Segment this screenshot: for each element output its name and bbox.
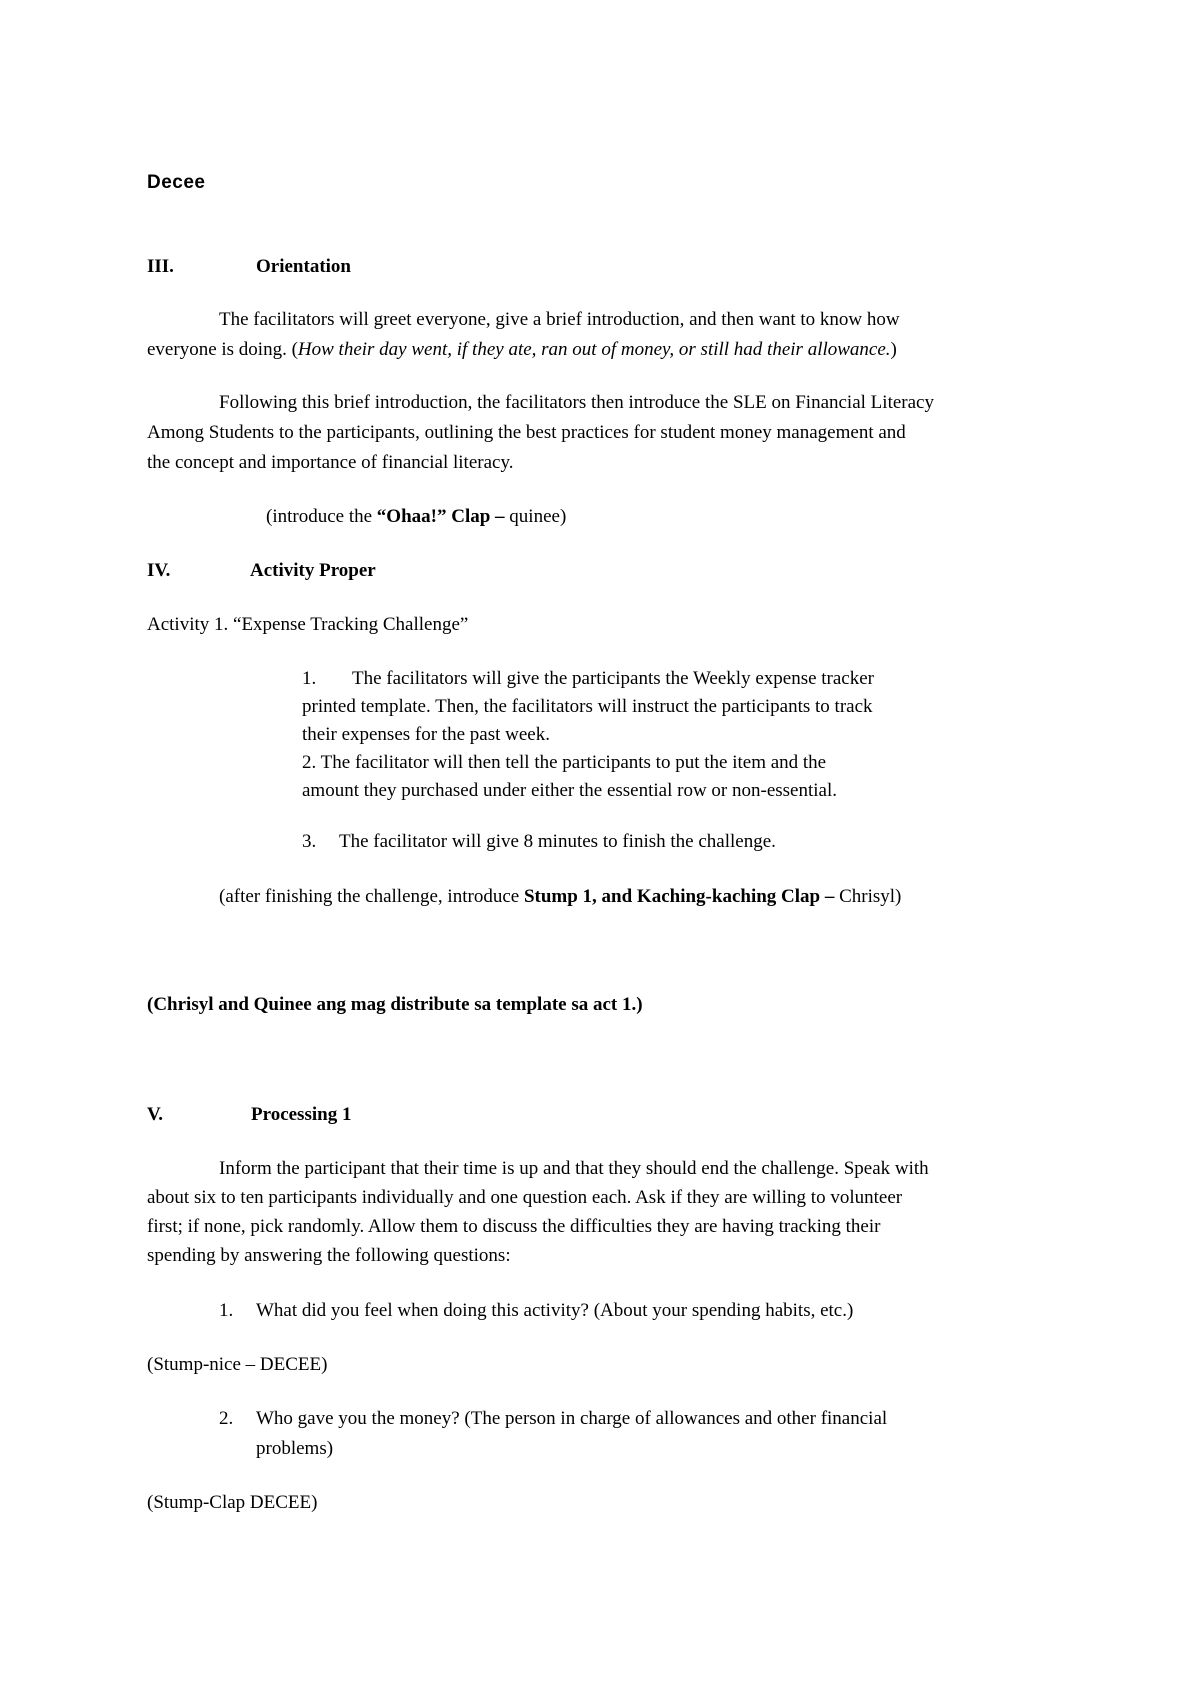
- section-3-numeral: III.: [147, 256, 174, 277]
- step-3-text: The facilitator will give 8 minutes to finish the challenge.: [339, 831, 776, 852]
- step-3-number: 3.: [302, 831, 317, 852]
- processing-para-line1: Inform the participant that their time is up and that they should end the challenge. Speak with: [219, 1158, 929, 1179]
- clap-note-prefix: (introduce the: [266, 506, 377, 527]
- after-note-suffix: Chrisyl): [834, 886, 902, 907]
- section-5-numeral: V.: [147, 1104, 164, 1125]
- question-2-line1: [219, 1404, 887, 1434]
- orientation-para2-line2: Among Students to the participants, outlining the best practices for student money management and: [147, 422, 906, 443]
- section-3-title: Orientation: [256, 256, 351, 277]
- step-1-number: 1.: [302, 668, 317, 689]
- distribute-note: (Chrisyl and Quinee ang mag distribute sa template sa act 1.): [147, 994, 643, 1015]
- activity-1-title: Activity 1. “Expense Tracking Challenge”: [147, 614, 469, 635]
- activity-step-1-line1: [302, 664, 874, 694]
- section-4-title: Activity Proper: [250, 560, 376, 581]
- section-4-numeral: IV.: [147, 560, 171, 581]
- after-note-prefix: (after finishing the challenge, introduce: [219, 886, 524, 907]
- processing-para-line3: first; if none, pick randomly. Allow them to discuss the difficulties they are having tracking their: [147, 1216, 881, 1237]
- question-1: [219, 1296, 853, 1326]
- question-1-text: What did you feel when doing this activity? (About your spending habits, etc.): [256, 1300, 854, 1321]
- question-1-number: 1.: [219, 1300, 234, 1321]
- activity-step-2-line1: 2. The facilitator will then tell the participants to put the item and the: [302, 752, 827, 773]
- step-1-text: The facilitators will give the participants the Weekly expense tracker: [352, 668, 874, 689]
- activity-step-2-line2: amount they purchased under either the essential row or non-essential.: [302, 780, 837, 801]
- activity-step-1-line2: printed template. Then, the facilitators will instruct the participants to track: [302, 696, 873, 717]
- orientation-para1-line2-suffix: ): [890, 339, 897, 360]
- orientation-para1-line2-italic: How their day went, if they ate, ran out of money, or still had their allowance.: [297, 339, 891, 360]
- question-2-note: (Stump-Clap DECEE): [147, 1492, 318, 1513]
- clap-note-bold: “Ohaa!” Clap –: [376, 506, 505, 527]
- author-name: Decee: [147, 172, 206, 193]
- orientation-para2-line1: Following this brief introduction, the facilitators then introduce the SLE on Financial Literacy: [219, 392, 934, 413]
- orientation-para1-line2-prefix: everyone is doing. (: [147, 339, 298, 360]
- orientation-para1-line1: The facilitators will greet everyone, give a brief introduction, and then want to know how: [219, 309, 900, 330]
- orientation-para1-line2: [147, 335, 897, 365]
- activity-step-1-line3: their expenses for the past week.: [302, 724, 550, 745]
- processing-para-line2: about six to ten participants individually and one question each. Ask if they are willing to volunteer: [147, 1187, 903, 1208]
- after-challenge-note: [219, 882, 901, 912]
- question-1-note: (Stump-nice – DECEE): [147, 1354, 328, 1375]
- clap-note-suffix: quinee): [504, 506, 567, 527]
- processing-para-line4: spending by answering the following questions:: [147, 1245, 511, 1266]
- activity-step-3: [302, 827, 776, 857]
- question-2-text: Who gave you the money? (The person in charge of allowances and other financial: [256, 1408, 888, 1429]
- orientation-clap-note: [266, 502, 566, 532]
- section-5-title: Processing 1: [251, 1104, 352, 1125]
- question-2-number: 2.: [219, 1408, 234, 1429]
- question-2-line2: problems): [256, 1438, 334, 1459]
- after-note-bold: Stump 1, and Kaching-kaching Clap –: [523, 886, 835, 907]
- orientation-para2-line3: the concept and importance of financial literacy.: [147, 452, 514, 473]
